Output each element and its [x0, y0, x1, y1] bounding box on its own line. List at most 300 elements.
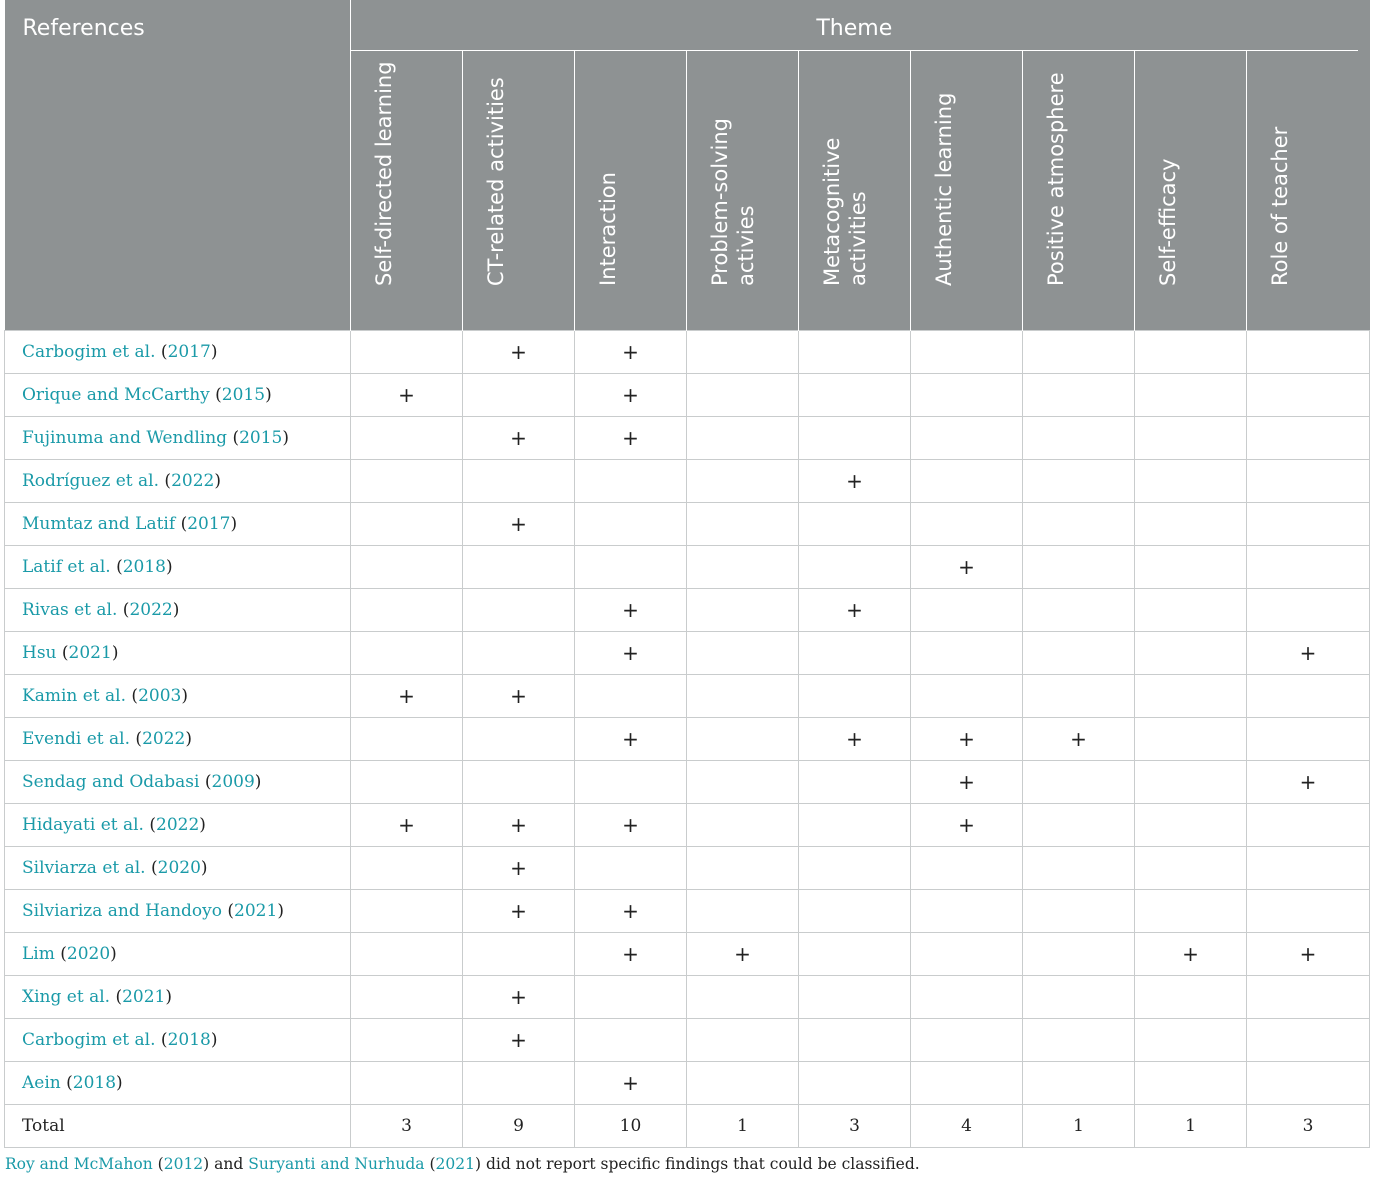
theme-mark-cell: +: [351, 804, 463, 847]
reference-author-link[interactable]: Rivas et al.: [22, 600, 118, 620]
total-value-cell: 3: [1247, 1105, 1370, 1148]
table-header: [5, 0, 1370, 331]
paren-open: (: [60, 1073, 73, 1093]
reference-author-link[interactable]: Kamin et al.: [22, 686, 127, 706]
theme-mark-cell: [799, 675, 911, 718]
theme-mark-cell: [1023, 890, 1135, 933]
theme-mark-cell: [1247, 890, 1370, 933]
theme-mark-cell: [1135, 890, 1247, 933]
theme-mark-cell: +: [575, 1062, 687, 1105]
theme-mark-cell: [575, 761, 687, 804]
theme-mark-cell: [687, 804, 799, 847]
theme-mark-cell: [1023, 976, 1135, 1019]
theme-mark-cell: [351, 718, 463, 761]
theme-mark-cell: [351, 847, 463, 890]
paren-open: (: [209, 385, 222, 405]
theme-mark-cell: [351, 331, 463, 374]
reference-year-link[interactable]: 2022: [156, 815, 200, 835]
total-label: Total: [5, 1105, 351, 1148]
theme-mark-cell: [351, 632, 463, 675]
theme-mark-cell: [575, 546, 687, 589]
theme-mark-cell: [687, 503, 799, 546]
theme-mark-cell: +: [1023, 718, 1135, 761]
paren-close: ): [214, 471, 221, 491]
reference-year-link[interactable]: 2003: [138, 686, 182, 706]
theme-column-header: [687, 51, 799, 331]
paren-close: ): [185, 729, 192, 749]
reference-year-link[interactable]: 2020: [66, 944, 111, 964]
reference-author-link[interactable]: Hidayati et al.: [22, 815, 144, 835]
theme-mark-cell: +: [463, 675, 575, 718]
theme-mark-cell: [463, 632, 575, 675]
theme-mark-cell: [1135, 632, 1247, 675]
total-value-cell: 1: [1023, 1105, 1135, 1148]
reference-cell: [5, 331, 351, 374]
footnote-ref1-year[interactable]: 2012: [163, 1155, 204, 1173]
theme-mark-cell: [1135, 503, 1247, 546]
theme-mark-cell: [799, 331, 911, 374]
paren-open: (: [117, 600, 130, 620]
theme-mark-cell: +: [1247, 632, 1370, 675]
theme-column-label: Self-efficacy: [1156, 158, 1180, 286]
theme-mark-cell: +: [351, 675, 463, 718]
table-row: [5, 804, 1370, 847]
theme-column-header-wrap: [1135, 51, 1247, 330]
paren-open: (: [155, 1030, 168, 1050]
theme-mark-cell: [1135, 675, 1247, 718]
theme-mark-cell: [575, 1019, 687, 1062]
theme-mark-cell: [1023, 933, 1135, 976]
theme-mark-cell: [463, 1062, 575, 1105]
footnote: Roy and McMahon (2012) and Suryanti and Nurhuda (2021) did not report specific findings that could be classified.: [5, 1155, 920, 1173]
reference-author-link[interactable]: Rodríguez et al.: [22, 471, 160, 491]
theme-mark-cell: +: [575, 890, 687, 933]
theme-mark-cell: [1135, 1019, 1247, 1062]
theme-mark-cell: [1135, 976, 1247, 1019]
theme-mark-cell: [799, 1062, 911, 1105]
theme-column-header: [351, 51, 463, 331]
theme-mark-cell: [911, 374, 1023, 417]
theme-mark-cell: [911, 417, 1023, 460]
theme-mark-cell: [463, 374, 575, 417]
theme-column-label: Self-directed learning: [372, 61, 396, 286]
reference-year-link[interactable]: 2022: [142, 729, 186, 749]
theme-mark-cell: [1135, 331, 1247, 374]
theme-mark-cell: [687, 976, 799, 1019]
paren-open: (: [126, 686, 139, 706]
theme-mark-cell: [575, 847, 687, 890]
theme-mark-cell: [911, 933, 1023, 976]
theme-mark-cell: +: [911, 546, 1023, 589]
paren-open: (: [145, 858, 158, 878]
theme-mark-cell: [1135, 589, 1247, 632]
reference-year-link[interactable]: 2017: [167, 342, 211, 362]
table-row: [5, 675, 1370, 718]
theme-mark-cell: [911, 1019, 1023, 1062]
theme-column-label: Authentic learning: [932, 92, 956, 286]
theme-mark-cell: [1247, 847, 1370, 890]
theme-mark-cell: [351, 589, 463, 632]
paren-close: ): [165, 557, 173, 577]
theme-column-header-wrap: [575, 51, 687, 330]
total-row: [5, 1105, 1370, 1148]
theme-column-header-wrap: [799, 51, 911, 330]
paren-close: ): [282, 428, 290, 448]
reference-author-link[interactable]: Hsu: [22, 643, 57, 663]
theme-mark-cell: [463, 761, 575, 804]
theme-mark-cell: [1247, 417, 1370, 460]
footnote-ref1-author[interactable]: Roy and McMahon: [5, 1155, 153, 1173]
footnote-ref2-year[interactable]: 2021: [435, 1155, 475, 1173]
reference-author-link[interactable]: Latif et al.: [22, 557, 111, 577]
theme-column-header: [1135, 51, 1247, 331]
reference-author-link[interactable]: Fujinuma and Wendling: [22, 428, 228, 448]
table-row: [5, 374, 1370, 417]
theme-column-label: Metacognitive activities: [820, 137, 870, 286]
theme-column-label: CT-related activities: [484, 77, 508, 286]
table-row: [5, 589, 1370, 632]
reference-cell: [5, 589, 351, 632]
theme-header-label: Theme: [351, 0, 1358, 51]
footnote-text: did not report specific findings that could be classified.: [485, 1155, 920, 1173]
reference-author-link[interactable]: Xing et al.: [22, 987, 111, 1007]
theme-mark-cell: [351, 976, 463, 1019]
reference-author-link[interactable]: Sendag and Odabasi: [22, 772, 200, 792]
theme-mark-cell: [1135, 417, 1247, 460]
paren-open: (: [159, 471, 172, 491]
reference-author-link[interactable]: Carbogim et al.: [22, 1030, 156, 1050]
theme-column-label: Role of teacher: [1268, 126, 1292, 286]
table-container: [4, 0, 1369, 1148]
table-row: [5, 632, 1370, 675]
table-row: [5, 933, 1370, 976]
theme-mark-cell: +: [575, 933, 687, 976]
theme-column-header-wrap: [1023, 51, 1135, 330]
theme-column-header-wrap: [1247, 51, 1359, 330]
theme-mark-cell: [1135, 546, 1247, 589]
theme-mark-cell: +: [575, 718, 687, 761]
reference-year-link[interactable]: 2018: [122, 557, 166, 577]
theme-mark-cell: [1135, 374, 1247, 417]
reference-cell: [5, 503, 351, 546]
theme-mark-cell: [1023, 632, 1135, 675]
theme-mark-cell: [687, 1062, 799, 1105]
theme-column-header: [799, 51, 911, 331]
theme-mark-cell: +: [463, 847, 575, 890]
theme-mark-cell: [575, 460, 687, 503]
reference-year-link[interactable]: 2020: [157, 858, 201, 878]
paren-close: ): [200, 858, 208, 878]
theme-mark-cell: [1023, 460, 1135, 503]
theme-mark-cell: [463, 933, 575, 976]
paren-close: ): [210, 342, 218, 362]
theme-mark-cell: +: [799, 718, 911, 761]
reference-cell: [5, 933, 351, 976]
theme-mark-cell: [1023, 804, 1135, 847]
reference-author-link[interactable]: Carbogim et al.: [22, 342, 156, 362]
theme-mark-cell: [1247, 675, 1370, 718]
table-row: [5, 761, 1370, 804]
theme-mark-cell: [1023, 1019, 1135, 1062]
theme-mark-cell: [911, 632, 1023, 675]
paren-open: (: [54, 944, 67, 964]
theme-mark-cell: [687, 890, 799, 933]
theme-mark-cell: +: [1247, 761, 1370, 804]
theme-mark-cell: [1135, 718, 1247, 761]
themes-table: [4, 0, 1370, 1148]
theme-mark-cell: [911, 847, 1023, 890]
theme-mark-cell: [687, 1019, 799, 1062]
reference-author-link[interactable]: Evendi et al.: [22, 729, 131, 749]
footnote-ref2-author[interactable]: Suryanti and Nurhuda: [248, 1155, 425, 1173]
paren-close: ): [230, 514, 238, 534]
theme-mark-cell: [1135, 804, 1247, 847]
footnote-connector: and: [214, 1155, 244, 1173]
theme-mark-cell: [799, 632, 911, 675]
reference-cell: [5, 847, 351, 890]
theme-mark-cell: [351, 761, 463, 804]
reference-year-link[interactable]: 2021: [68, 643, 112, 663]
theme-mark-cell: [351, 546, 463, 589]
reference-year-link[interactable]: 2015: [221, 385, 266, 405]
theme-mark-cell: [911, 460, 1023, 503]
theme-mark-cell: [463, 589, 575, 632]
theme-column-header-wrap: [911, 51, 1023, 330]
reference-year-link[interactable]: 2017: [187, 514, 231, 534]
theme-mark-cell: [799, 417, 911, 460]
theme-header: [351, 0, 1370, 51]
theme-mark-cell: [575, 675, 687, 718]
theme-mark-cell: [1247, 503, 1370, 546]
paren-open: (: [143, 815, 157, 835]
theme-mark-cell: [687, 460, 799, 503]
table-row: [5, 546, 1370, 589]
reference-year-link[interactable]: 2021: [234, 901, 278, 921]
theme-mark-cell: [911, 503, 1023, 546]
theme-mark-cell: [911, 589, 1023, 632]
total-value-cell: 10: [575, 1105, 687, 1148]
theme-mark-cell: +: [799, 460, 911, 503]
theme-mark-cell: [687, 546, 799, 589]
table-row: [5, 847, 1370, 890]
theme-mark-cell: [1023, 675, 1135, 718]
table-row: [5, 1019, 1370, 1062]
theme-mark-cell: +: [463, 417, 575, 460]
theme-column-label: Positive atmosphere: [1044, 72, 1068, 286]
theme-mark-cell: +: [1247, 933, 1370, 976]
theme-mark-cell: +: [911, 804, 1023, 847]
total-value-cell: 1: [687, 1105, 799, 1148]
theme-mark-cell: [1135, 847, 1247, 890]
total-value-cell: 9: [463, 1105, 575, 1148]
paren-open: (: [110, 557, 123, 577]
theme-mark-cell: +: [351, 374, 463, 417]
theme-mark-cell: [575, 503, 687, 546]
theme-mark-cell: [1247, 460, 1370, 503]
paren-close: ): [181, 686, 188, 706]
reference-cell: [5, 761, 351, 804]
theme-column-header: [911, 51, 1023, 331]
theme-mark-cell: [1023, 374, 1135, 417]
paren-open: (: [222, 901, 235, 921]
theme-mark-cell: [687, 847, 799, 890]
theme-column-header: [575, 51, 687, 331]
total-value-cell: 4: [911, 1105, 1023, 1148]
paren-open: (: [110, 987, 123, 1007]
table-body: [5, 331, 1370, 1148]
reference-author-link[interactable]: Silviarza et al.: [22, 858, 146, 878]
theme-mark-cell: +: [575, 374, 687, 417]
theme-mark-cell: [1023, 546, 1135, 589]
theme-mark-cell: [1247, 1019, 1370, 1062]
theme-mark-cell: [1247, 546, 1370, 589]
paren-close: ): [172, 600, 180, 620]
table-row: [5, 503, 1370, 546]
theme-mark-cell: [911, 1062, 1023, 1105]
reference-year-link[interactable]: 2022: [171, 471, 215, 491]
theme-mark-cell: [687, 331, 799, 374]
theme-mark-cell: +: [463, 1019, 575, 1062]
theme-mark-cell: [463, 718, 575, 761]
paren-open: (: [175, 514, 188, 534]
reference-year-link[interactable]: 2018: [72, 1073, 117, 1093]
reference-author-link[interactable]: Aein: [22, 1073, 61, 1093]
table-row: [5, 331, 1370, 374]
reference-year-link[interactable]: 2022: [129, 600, 173, 620]
paren-close: ): [111, 643, 119, 663]
reference-year-link[interactable]: 2009: [211, 772, 255, 792]
reference-cell: [5, 460, 351, 503]
total-value-cell: 1: [1135, 1105, 1247, 1148]
theme-mark-cell: [799, 503, 911, 546]
theme-mark-cell: [1023, 417, 1135, 460]
table-row: [5, 890, 1370, 933]
theme-mark-cell: [351, 890, 463, 933]
table-row: [5, 460, 1370, 503]
theme-mark-cell: [799, 890, 911, 933]
theme-mark-cell: [911, 976, 1023, 1019]
theme-mark-cell: +: [463, 503, 575, 546]
paren-close: ): [110, 944, 117, 964]
reference-year-link[interactable]: 2015: [239, 428, 283, 448]
theme-mark-cell: [687, 761, 799, 804]
reference-cell: [5, 718, 351, 761]
reference-year-link[interactable]: 2021: [122, 987, 166, 1007]
theme-mark-cell: [911, 890, 1023, 933]
theme-mark-cell: [799, 847, 911, 890]
reference-cell: [5, 374, 351, 417]
table-row: [5, 718, 1370, 761]
paren-close: ): [265, 385, 272, 405]
theme-mark-cell: [1247, 589, 1370, 632]
theme-mark-cell: [1247, 374, 1370, 417]
paren-close: ): [165, 987, 172, 1007]
paren-close: ): [210, 1030, 218, 1050]
theme-mark-cell: [351, 933, 463, 976]
theme-mark-cell: [799, 546, 911, 589]
theme-mark-cell: +: [463, 331, 575, 374]
theme-mark-cell: [687, 718, 799, 761]
theme-mark-cell: [1135, 761, 1247, 804]
theme-mark-cell: [1023, 331, 1135, 374]
theme-mark-cell: [799, 374, 911, 417]
theme-mark-cell: [799, 933, 911, 976]
theme-mark-cell: [463, 546, 575, 589]
paren-open: (: [56, 643, 69, 663]
reference-year-link[interactable]: 2018: [167, 1030, 211, 1050]
reference-cell: [5, 417, 351, 460]
paren-close: ): [277, 901, 284, 921]
theme-mark-cell: [1023, 589, 1135, 632]
theme-mark-cell: [799, 761, 911, 804]
table-row: [5, 1062, 1370, 1105]
theme-column-header-wrap: [351, 51, 463, 330]
theme-mark-cell: [687, 675, 799, 718]
paren-close: ): [199, 815, 206, 835]
reference-author-link[interactable]: Mumtaz and Latif: [22, 514, 176, 534]
theme-column-header: [1247, 51, 1370, 331]
table-row: [5, 976, 1370, 1019]
theme-mark-cell: [799, 976, 911, 1019]
theme-mark-cell: +: [463, 890, 575, 933]
reference-cell: [5, 804, 351, 847]
paren-close: ): [116, 1073, 123, 1093]
reference-author-link[interactable]: Silviariza and Handoyo: [22, 901, 222, 921]
theme-mark-cell: [1247, 718, 1370, 761]
table-row: [5, 417, 1370, 460]
paren-open: (: [130, 729, 143, 749]
theme-mark-cell: [799, 804, 911, 847]
theme-column-header-wrap: [463, 51, 575, 330]
theme-mark-cell: [1135, 460, 1247, 503]
theme-column-header: [463, 51, 575, 331]
references-header: References: [5, 0, 351, 331]
theme-mark-cell: [351, 460, 463, 503]
theme-mark-cell: [351, 1019, 463, 1062]
reference-cell: [5, 1062, 351, 1105]
theme-mark-cell: +: [575, 331, 687, 374]
reference-cell: [5, 675, 351, 718]
theme-mark-cell: [351, 503, 463, 546]
reference-cell: [5, 890, 351, 933]
total-value-cell: 3: [351, 1105, 463, 1148]
theme-mark-cell: [575, 976, 687, 1019]
total-value-cell: 3: [799, 1105, 911, 1148]
theme-mark-cell: +: [575, 589, 687, 632]
paren-open: (: [155, 342, 168, 362]
theme-mark-cell: [1247, 804, 1370, 847]
theme-mark-cell: [463, 460, 575, 503]
reference-cell: [5, 632, 351, 675]
theme-mark-cell: [1023, 761, 1135, 804]
theme-column-label: Interaction: [596, 172, 620, 286]
theme-mark-cell: [1023, 1062, 1135, 1105]
paren-open: (: [227, 428, 240, 448]
theme-mark-cell: +: [575, 804, 687, 847]
theme-mark-cell: [687, 632, 799, 675]
theme-mark-cell: [799, 1019, 911, 1062]
reference-author-link[interactable]: Lim: [22, 944, 55, 964]
theme-mark-cell: [911, 675, 1023, 718]
reference-cell: [5, 976, 351, 1019]
theme-mark-cell: +: [799, 589, 911, 632]
theme-mark-cell: +: [911, 761, 1023, 804]
theme-mark-cell: [1247, 976, 1370, 1019]
reference-author-link[interactable]: Orique and McCarthy: [22, 385, 210, 405]
theme-mark-cell: +: [463, 976, 575, 1019]
theme-column-header: [1023, 51, 1135, 331]
theme-mark-cell: [351, 1062, 463, 1105]
